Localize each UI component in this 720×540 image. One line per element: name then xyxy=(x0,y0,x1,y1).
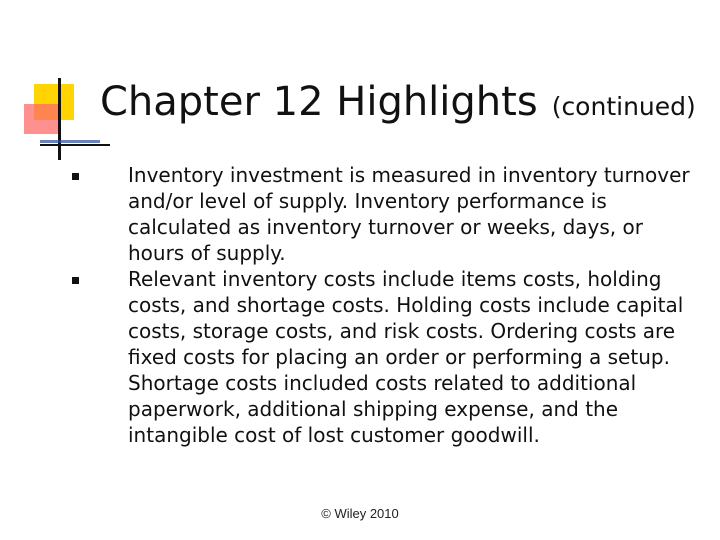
bullet-item xyxy=(72,266,702,448)
logo-vertical-line xyxy=(58,78,61,160)
slide-title xyxy=(100,78,710,131)
bullet-list xyxy=(72,162,702,448)
bullet-marker-icon xyxy=(72,173,79,180)
bullet-text: Relevant inventory costs include items costs, holding costs, and shortage costs. Holding costs include capital costs, storage costs, and risk costs. Ordering costs are fixed costs for placing an order or performing a setup. Shortage costs included costs related to additional paperwork, additional shipping expense, and the intangible cost of lost customer goodwill. xyxy=(128,267,684,447)
logo-blue-line xyxy=(40,140,100,143)
bullet-item xyxy=(72,162,702,266)
logo-red-square xyxy=(24,104,58,134)
decorative-logo xyxy=(0,0,110,170)
logo-horizontal-line xyxy=(40,144,110,146)
bullet-text: Inventory investment is measured in inventory turnover and/or level of supply. Inventory performance is calculated as inventory turnover or weeks, days, or hours of supply. xyxy=(128,163,690,265)
title-main: Chapter 12 Highlights xyxy=(100,79,538,125)
bullet-marker-icon xyxy=(72,277,79,284)
title-sub: (continued) xyxy=(551,92,696,121)
footer-copyright: © Wiley 2010 xyxy=(321,506,399,521)
